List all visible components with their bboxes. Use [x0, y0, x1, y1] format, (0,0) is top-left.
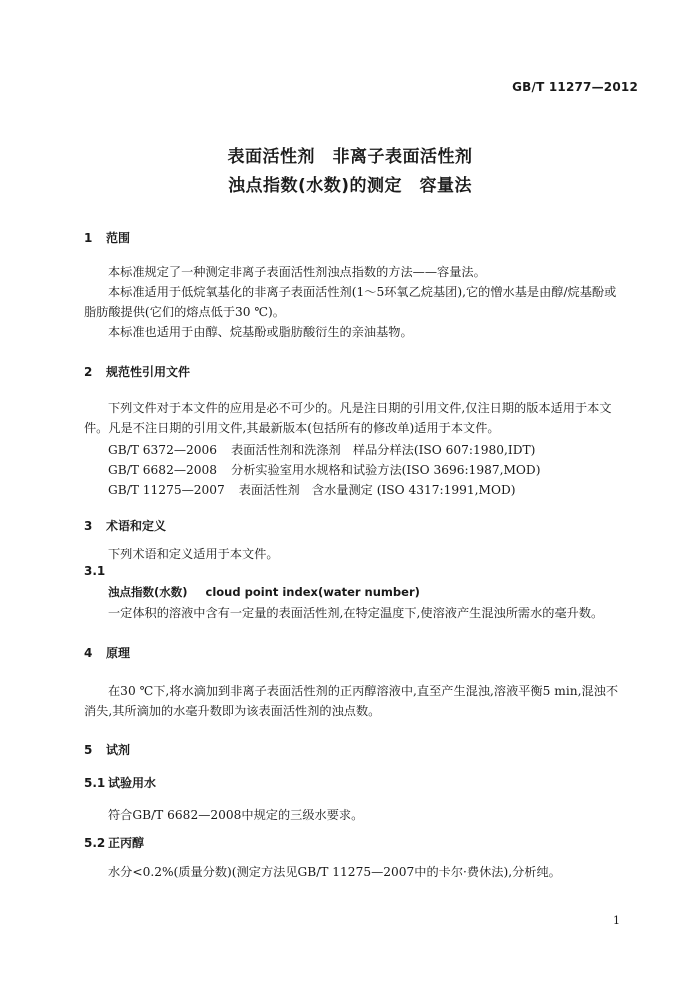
reference-code: GB/T 6372—2006	[108, 443, 218, 457]
term-number: 3.1	[84, 564, 106, 578]
section-2-intro: 下列文件对于本文件的应用是必不可少的。凡是注日期的引用文件,仅注日期的版本适用于本文件。凡是不注日期的引用文件,其最新版本(包括所有的修改单)适用于本文件。	[84, 401, 612, 435]
section-number: 1	[84, 231, 93, 245]
subsection-5-2-heading	[84, 834, 144, 851]
document-title-line-1: 表面活性剂 非离子表面活性剂	[227, 147, 473, 167]
section-title: 试剂	[106, 743, 131, 757]
document-title-line-2: 浊点指数(水数)的测定 容量法	[227, 176, 473, 196]
section-4-paragraph: 在30 ℃下,将水滴加到非离子表面活性剂的正丙醇溶液中,直至产生混浊,溶液平衡5 min,混浊不消失,其所滴加的水毫升数即为该表面活性剂的浊点数。	[84, 684, 619, 718]
subsection-number: 5.2	[84, 836, 106, 850]
standard-number: GB/T 11277—2012	[512, 80, 638, 94]
section-number: 2	[84, 365, 93, 379]
section-1-heading	[84, 229, 130, 246]
reference-code: GB/T 6682—2008	[108, 463, 218, 477]
section-3-heading	[84, 517, 166, 534]
subsection-title: 试验用水	[108, 776, 157, 790]
section-number: 5	[84, 743, 93, 757]
term-definition: 一定体积的溶液中含有一定量的表面活性剂,在特定温度下,使溶液产生混浊所需水的毫升数。	[108, 606, 604, 620]
subsection-5-1-text: 符合GB/T 6682—2008中规定的三级水要求。	[108, 808, 364, 822]
section-3-intro: 下列术语和定义适用于本文件。	[108, 547, 279, 561]
section-title: 术语和定义	[106, 519, 167, 533]
section-title: 规范性引用文件	[106, 365, 191, 379]
reference-item	[108, 461, 540, 478]
section-1-paragraph-1: 本标准规定了一种测定非离子表面活性剂浊点指数的方法——容量法。	[108, 265, 486, 279]
subsection-title: 正丙醇	[108, 836, 145, 850]
reference-item	[108, 481, 516, 498]
subsection-5-2-text: 水分<0.2%(质量分数)(测定方法见GB/T 11275—2007中的卡尔·费休法),分析纯。	[108, 865, 561, 879]
section-1-paragraph-3: 本标准也适用于由醇、烷基酚或脂肪酸衍生的亲油基物。	[108, 325, 413, 339]
section-2-heading	[84, 363, 190, 380]
reference-code: GB/T 11275—2007	[108, 483, 225, 497]
section-title: 范围	[106, 231, 131, 245]
term-chinese: 浊点指数(水数)	[108, 585, 188, 599]
reference-item	[108, 441, 535, 458]
subsection-5-1-heading	[84, 774, 156, 791]
reference-title: 表面活性剂和洗涤剂 样品分样法(ISO 607:1980,IDT)	[231, 443, 536, 457]
term-english: cloud point index(water number)	[205, 585, 420, 599]
section-number: 3	[84, 519, 93, 533]
section-number: 4	[84, 646, 93, 660]
section-1-paragraph-2: 本标准适用于低烷氧基化的非离子表面活性剂(1～5环氧乙烷基团),它的憎水基是由醇/烷基酚或脂肪酸提供(它们的熔点低于30 ℃)。	[84, 285, 617, 319]
reference-title: 分析实验室用水规格和试验方法(ISO 3696:1987,MOD)	[231, 463, 541, 477]
subsection-number: 5.1	[84, 776, 106, 790]
section-title: 原理	[106, 646, 131, 660]
section-5-heading	[84, 741, 130, 758]
reference-title: 表面活性剂 含水量测定 (ISO 4317:1991,MOD)	[238, 483, 516, 497]
term-title	[108, 584, 420, 600]
section-4-heading	[84, 644, 130, 661]
page-number: 1	[613, 914, 620, 927]
